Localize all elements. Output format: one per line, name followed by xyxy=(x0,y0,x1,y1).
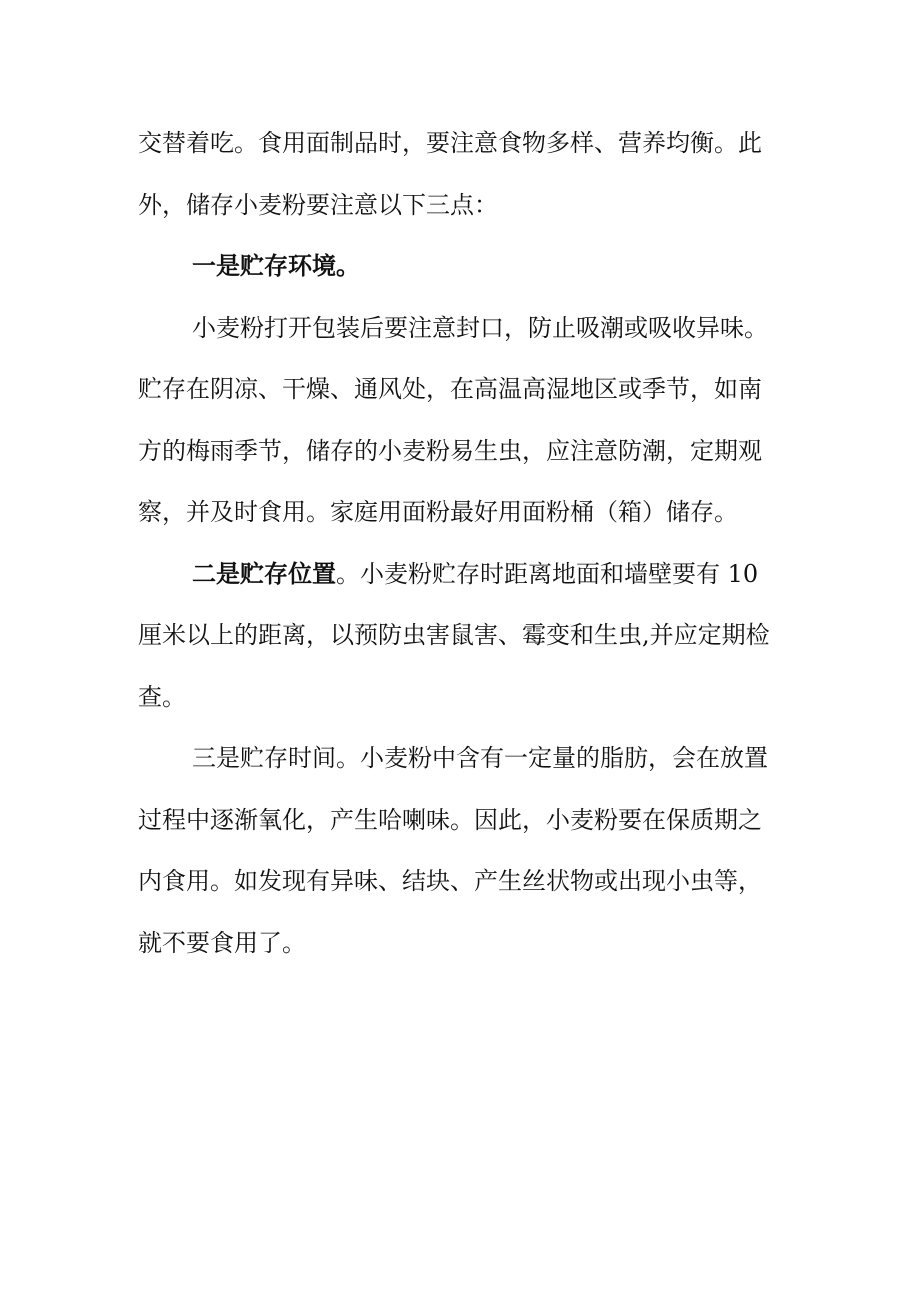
paragraph-line: 三是贮存时间。小麦粉中含有一定量的脂肪，会在放置 xyxy=(192,744,768,772)
paragraph-text: 。小麦粉贮存时距离地面和墙壁要有 10 xyxy=(336,559,759,588)
paragraph-line: 过程中逐渐氧化，产生哈喇味。因此，小麦粉要在保质期之 xyxy=(138,805,762,834)
paragraph-line: 察，并及时食用。家庭用面粉最好用面粉桶（箱）储存。 xyxy=(138,498,738,526)
document-body xyxy=(138,119,788,980)
paragraph-line: 查。 xyxy=(138,682,186,711)
paragraph-line xyxy=(138,550,788,612)
paragraph-line: 贮存在阴凉、干燥、通风处，在高温高湿地区或季节，如南 xyxy=(138,375,762,403)
section-heading-position: 二是贮存位置 xyxy=(192,558,336,588)
section-heading-environment: 一是贮存环境。 xyxy=(192,251,360,280)
paragraph-line: 厘米以上的距离，以预防虫害鼠害、霉变和生虫,并应定期检 xyxy=(138,621,770,649)
paragraph-line: 外，储存小麦粉要注意以下三点： xyxy=(138,190,498,219)
paragraph-line: 内食用。如发现有异味、结块、产生丝状物或出现小虫等， xyxy=(138,867,762,895)
paragraph-line: 交替着吃。食用面制品时，要注意食物多样、营养均衡。此 xyxy=(138,129,762,157)
paragraph-line: 小麦粉打开包装后要注意封口，防止吸潮或吸收异味。 xyxy=(192,313,768,342)
paragraph-line: 方的梅雨季节，储存的小麦粉易生虫，应注意防潮，定期观 xyxy=(138,436,762,465)
paragraph-line: 就不要食用了。 xyxy=(138,928,306,957)
